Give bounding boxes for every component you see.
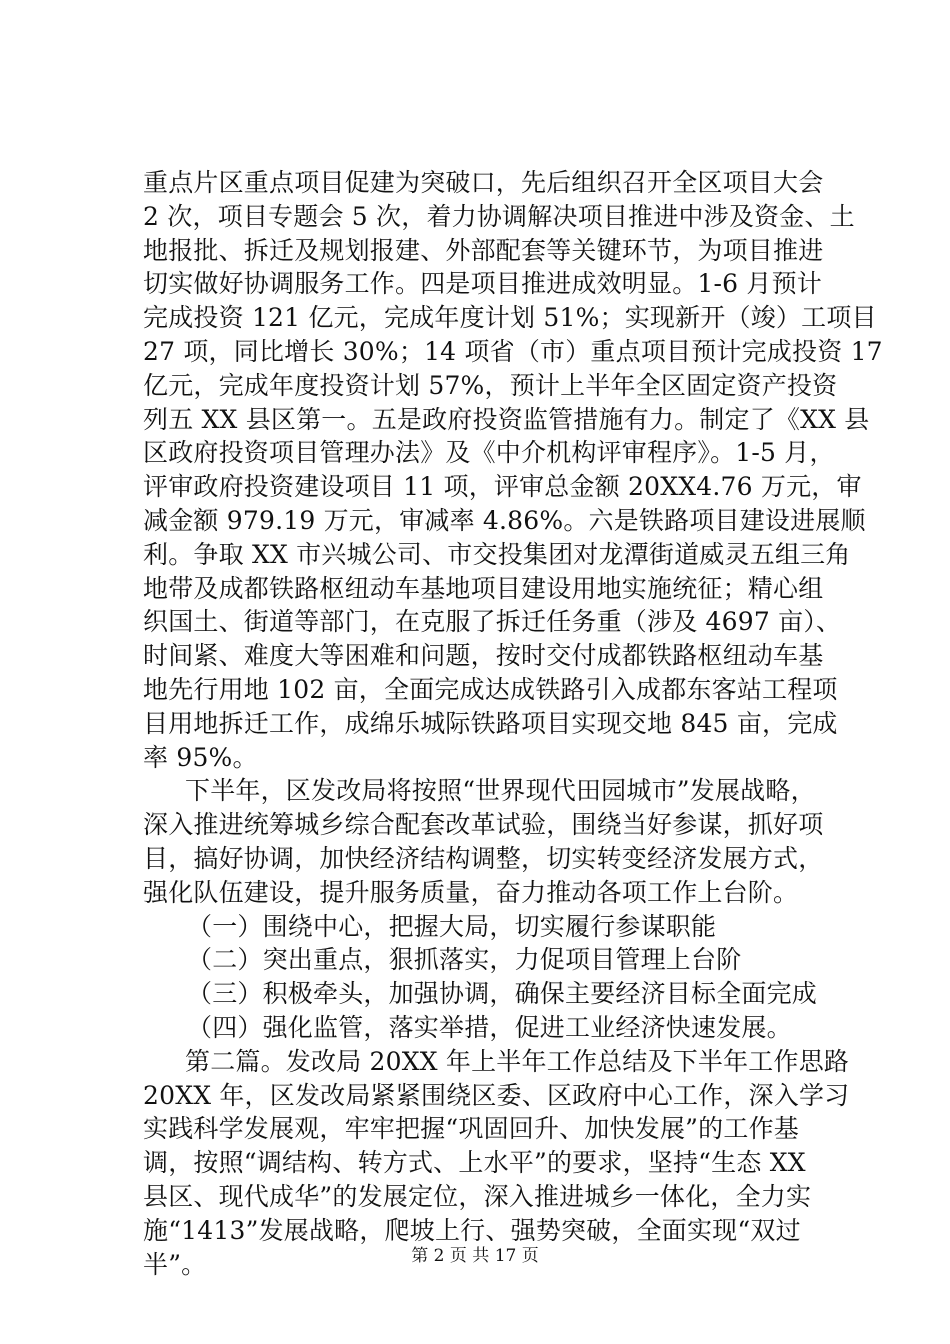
subheading-4: （四）强化监管，落实举措，促进工业经济快速发展。 (187, 1012, 792, 1042)
text-line: 亿元，完成年度投资计划 57%，预计上半年全区固定资产投资 (143, 370, 838, 400)
text-line: 完成投资 121 亿元，完成年度计划 51%；实现新开（竣）工项目 (143, 303, 877, 333)
text-line: 织国土、街道等部门，在克服了拆迁任务重（涉及 4697 亩）、 (143, 607, 842, 637)
text-line: 调，按照“调结构、转方式、上水平”的要求，坚持“生态 XX (143, 1148, 806, 1178)
text-line: 时间紧、难度大等困难和问题，按时交付成都铁路枢纽动车基 (143, 641, 824, 671)
text-line: 实践科学发展观，牢牢把握“巩固回升、加快发展”的工作基 (143, 1114, 799, 1144)
text-line: 地先行用地 102 亩，全面完成达成铁路引入成都东客站工程项 (143, 674, 838, 704)
text-line: 评审政府投资建设项目 11 项，评审总金额 20XX4.76 万元，审 (143, 472, 862, 502)
text-line: 施“1413”发展战略，爬坡上行、强势突破，全面实现“双过 (143, 1215, 801, 1245)
text-line: 列五 XX 县区第一。五是政府投资监管措施有力。制定了《XX 县 (143, 404, 870, 434)
text-line: 减金额 979.19 万元，审减率 4.86%。六是铁路项目建设进展顺 (143, 505, 866, 535)
text-line: 县区、现代成华”的发展定位，深入推进城乡一体化，全力实 (143, 1181, 812, 1211)
text-line: 27 项，同比增长 30%；14 项省（市）重点项目预计完成投资 17 (143, 336, 883, 366)
text-line: 深入推进统筹城乡综合配套改革试验，围绕当好参谋，抓好项 (143, 810, 824, 840)
text-line: 强化队伍建设，提升服务质量，奋力推动各项工作上台阶。 (143, 877, 799, 907)
text-line: 率 95%。 (143, 742, 258, 772)
document-body (143, 166, 883, 1281)
text-line: 目用地拆迁工作，成绵乐城际铁路项目实现交地 845 亩，完成 (143, 708, 838, 738)
text-line: 区政府投资项目管理办法》及《中介机构评审程序》。1-5 月， (143, 438, 835, 468)
text-line: 地带及成都铁路枢纽动车基地项目建设用地实施统征；精心组 (143, 573, 824, 603)
page-number-footer: 第 2 页 共 17 页 (411, 1246, 539, 1266)
text-line: 2 次，项目专题会 5 次，着力协调解决项目推进中涉及资金、土 (143, 201, 855, 231)
subheading-2: （二）突出重点，狠抓落实，力促项目管理上台阶 (187, 945, 742, 975)
subheading-1: （一）围绕中心，把握大局，切实履行参谋职能 (187, 911, 717, 941)
text-line: 半”。 (143, 1249, 207, 1279)
paragraph-start-line: 下半年，区发改局将按照“世界现代田园城市”发展战略， (185, 776, 816, 806)
text-line: 利。争取 XX 市兴城公司、市交投集团对龙潭街道威灵五组三角 (143, 539, 851, 569)
text-line: 20XX 年，区发改局紧紧围绕区委、区政府中心工作，深入学习 (143, 1080, 850, 1110)
text-line: 重点片区重点项目促建为突破口，先后组织召开全区项目大会 (143, 168, 824, 197)
section-heading-line: 第二篇。发改局 20XX 年上半年工作总结及下半年工作思路 (185, 1046, 850, 1076)
text-line: 切实做好协调服务工作。四是项目推进成效明显。1-6 月预计 (143, 269, 823, 299)
text-line: 地报批、拆迁及规划报建、外部配套等关键环节，为项目推进 (143, 235, 824, 265)
text-line: 目，搞好协调，加快经济结构调整，切实转变经济发展方式， (143, 843, 824, 873)
subheading-3: （三）积极牵头，加强协调，确保主要经济目标全面完成 (187, 979, 818, 1009)
